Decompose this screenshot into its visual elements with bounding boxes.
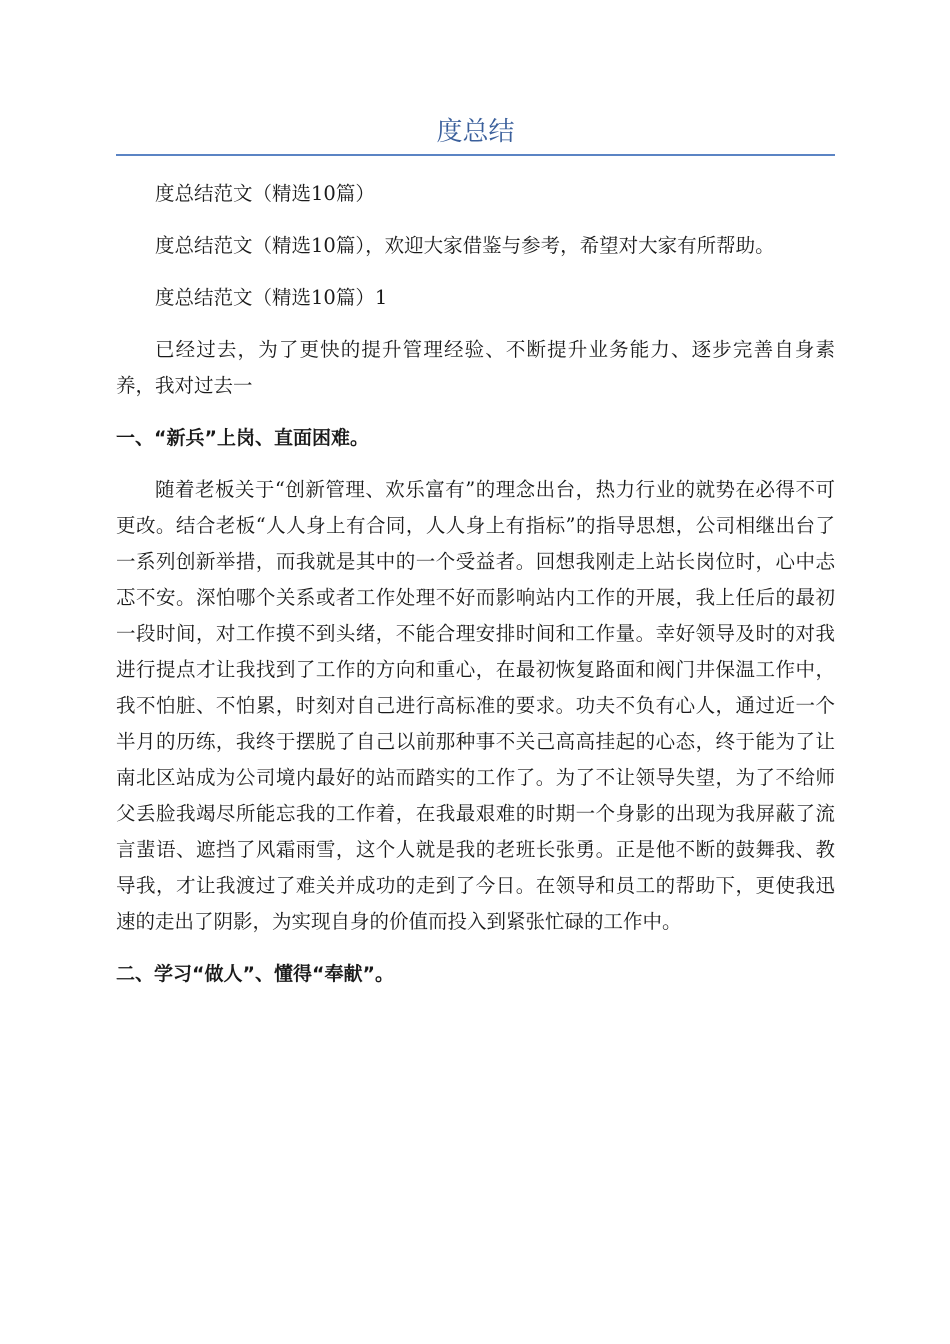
paragraph-intro: 度总结范文（精选10篇），欢迎大家借鉴与参考，希望对大家有所帮助。 bbox=[155, 234, 775, 257]
title-underline bbox=[116, 154, 835, 156]
document-title: 度总结 bbox=[436, 117, 515, 147]
paragraph-subtitle: 度总结范文（精选10篇） bbox=[155, 182, 375, 205]
section-heading-1: 一、“新兵”上岗、直面困难。 bbox=[116, 427, 369, 449]
section-heading-2: 二、学习“做人”、懂得“奉献”。 bbox=[116, 963, 394, 985]
document-body bbox=[116, 176, 835, 1008]
paragraph-opening: 已经过去，为了更快的提升管理经验、不断提升业务能力、逐步完善自身素养，我对过去一 bbox=[116, 338, 835, 397]
paragraph-body: 随着老板关于“创新管理、欢乐富有”的理念出台，热力行业的就势在必得不可更改。结合老板“人人身上有合同，人人身上有指标”的指导思想，公司相继出台了一系列创新举措，而我就是其中的一个受益者。回想我刚走上站长岗位时，心中忐忑不安。深怕哪个关系或者工作处理不好而影响站内工作的开展，我上任后的最初一段时间，对工作摸不到头绪，不能合理安排时间和工作量。幸好领导及时的对我进行提点才让我找到了工作的方向和重心，在最初恢复路面和阀门井保温工作中，我不怕脏、不怕累，时刻对自己进行高标准的要求。功夫不负有心人，通过近一个半月的历练，我终于摆脱了自己以前那种事不关己高高挂起的心态，终于能为了让南北区站成为公司境内最好的站而踏实的工作了。为了不让领导失望，为了不给师父丢脸我竭尽所能忘我的工作着，在我最艰难的时期一个身影的出现为我屏蔽了流言蜚语、遮挡了风霜雨雪，这个人就是我的老班长张勇。正是他不断的鼓舞我、教导我，才让我渡过了难关并成功的走到了今日。在领导和员工的帮助下，更使我迅速的走出了阴影，为实现自身的价值而投入到紧张忙碌的工作中。 bbox=[116, 478, 835, 933]
paragraph-section-title: 度总结范文（精选10篇）1 bbox=[155, 286, 388, 309]
